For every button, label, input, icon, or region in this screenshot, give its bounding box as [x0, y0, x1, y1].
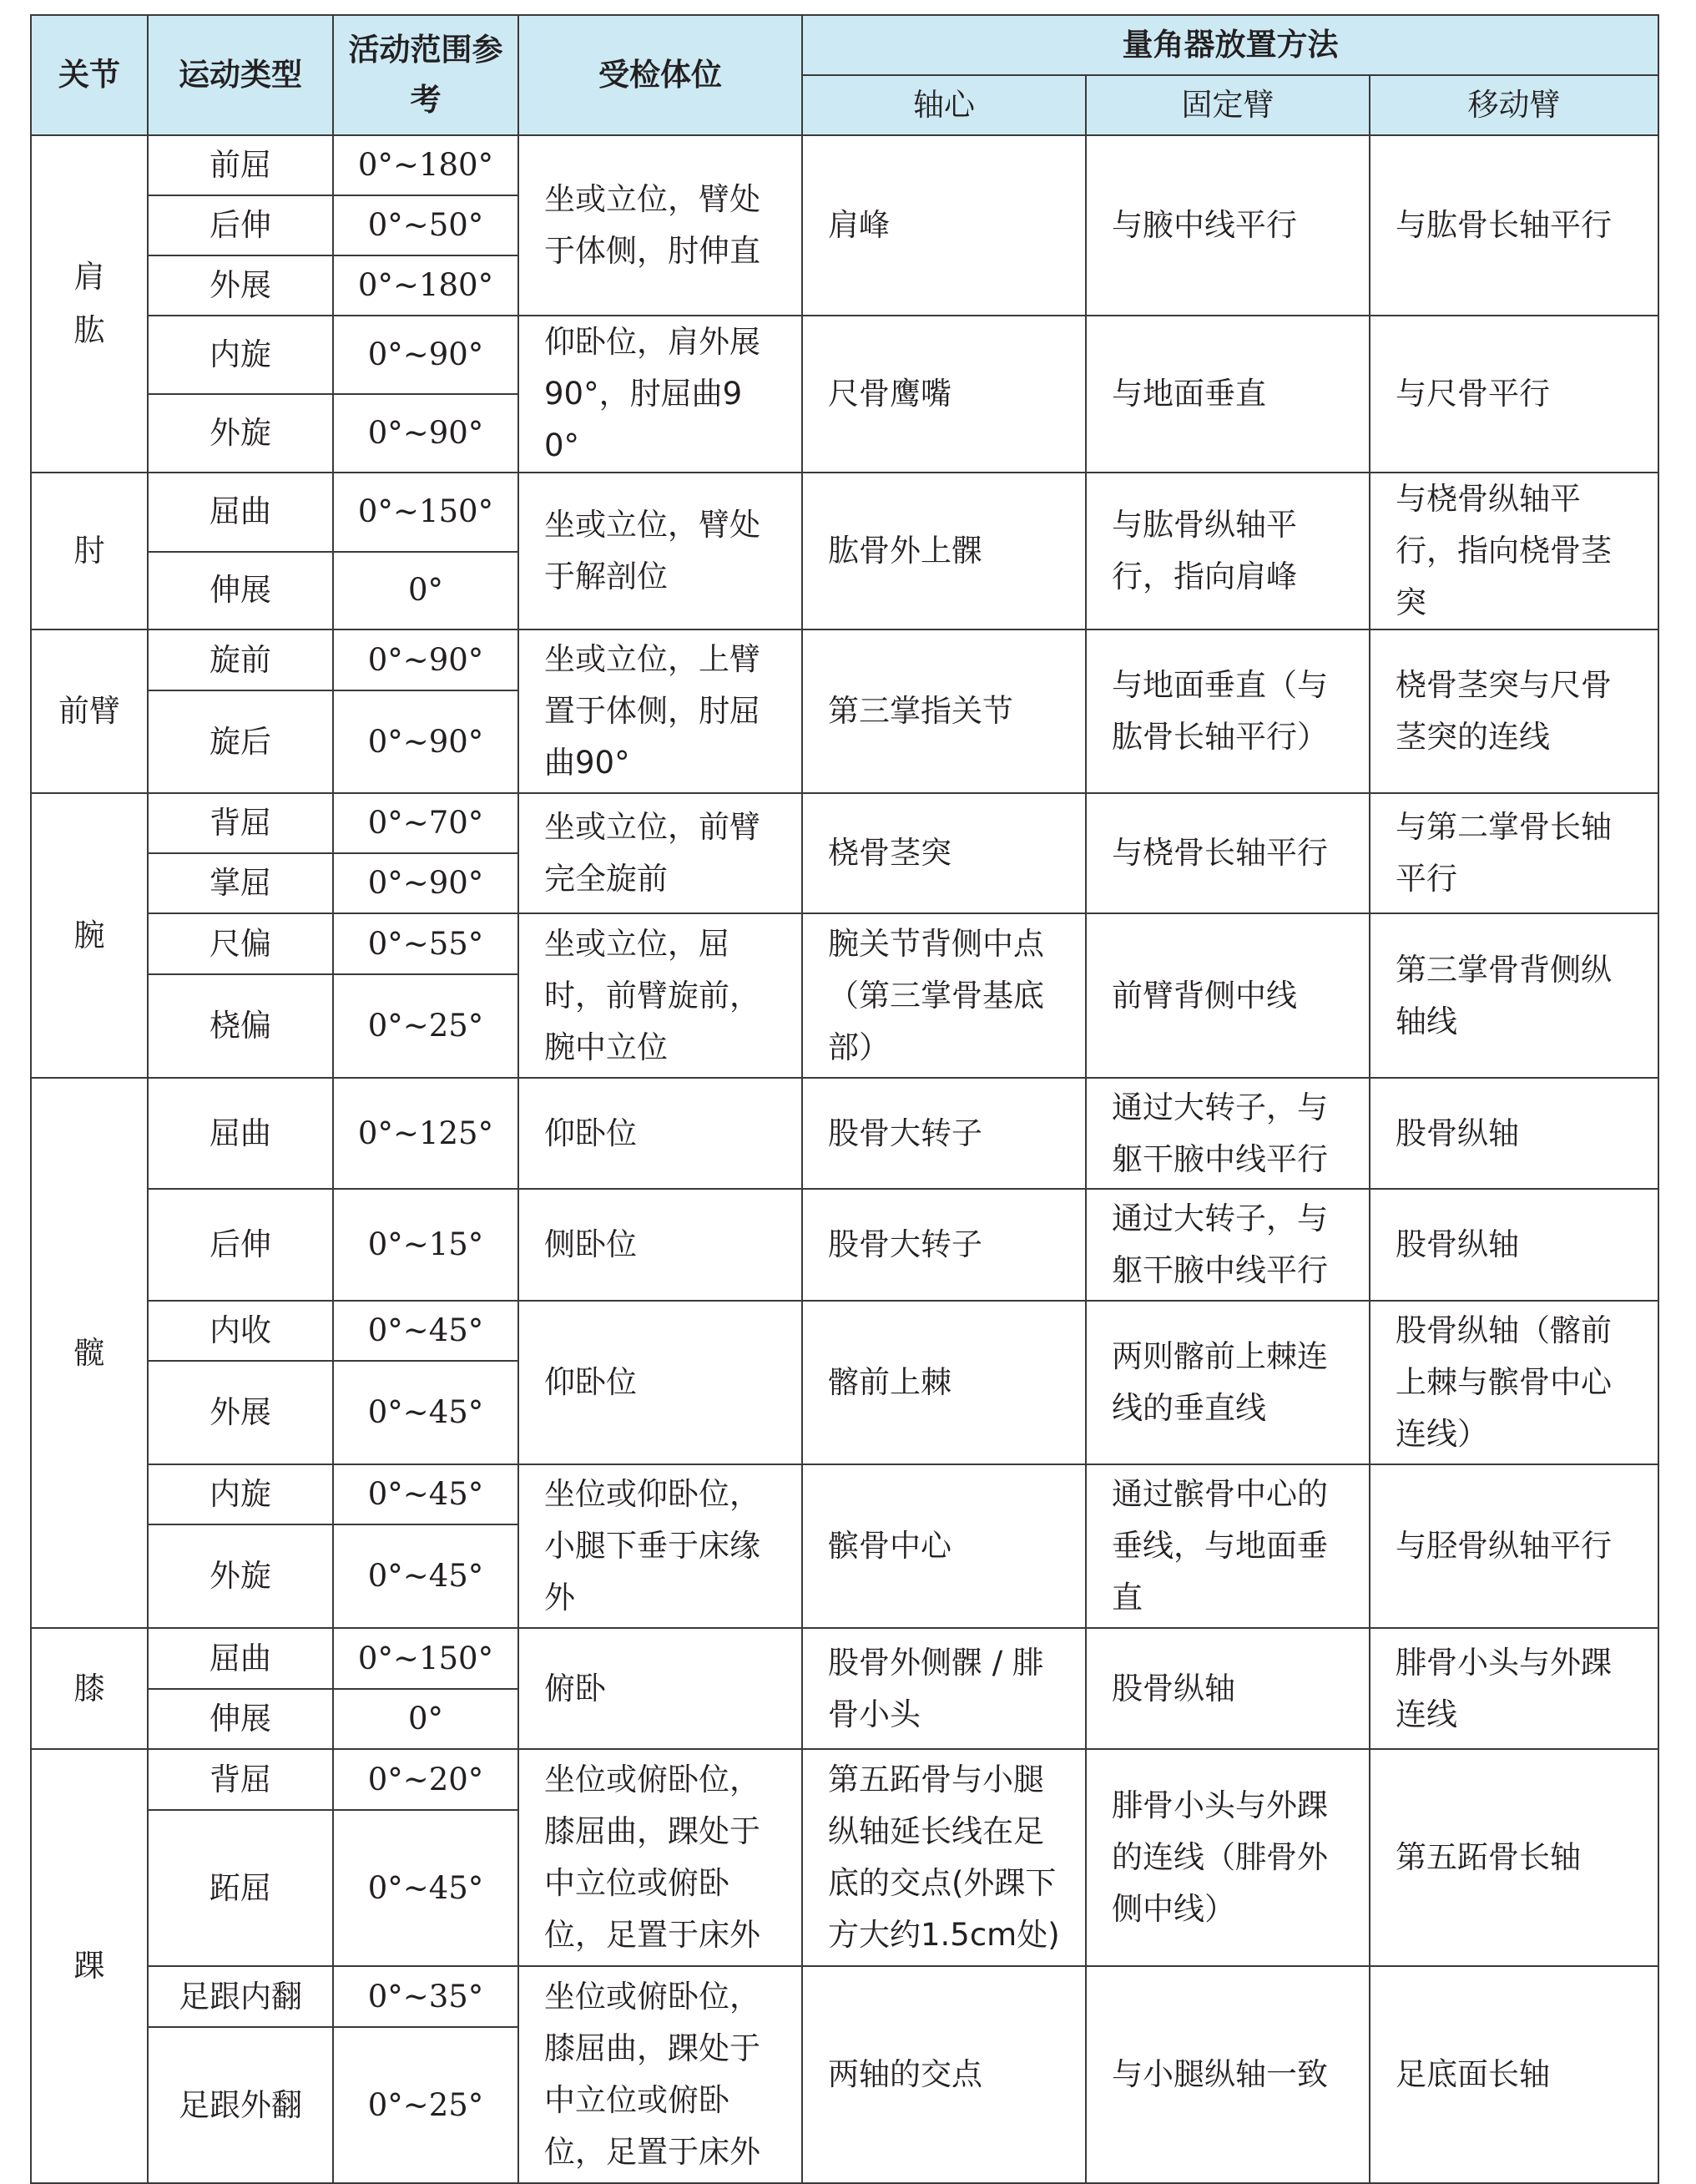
- moving-arm-cell: 股骨纵轴: [1370, 1189, 1658, 1301]
- position-cell: 仰卧位，肩外展90°，肘屈曲90°: [518, 316, 802, 473]
- fixed-arm-cell: 前臂背侧中线: [1086, 913, 1370, 1078]
- range-cell: 0°: [333, 552, 518, 629]
- motion-type-cell: 内收: [148, 1301, 333, 1361]
- fixed-arm-cell: 与桡骨长轴平行: [1086, 793, 1370, 913]
- moving-arm-cell: 与桡骨纵轴平行，指向桡骨茎突: [1370, 473, 1658, 629]
- motion-type-cell: 内旋: [148, 1464, 333, 1524]
- table-row: [31, 629, 1658, 690]
- range-cell: 0°~70°: [333, 793, 518, 853]
- position-cell: 坐或立位，臂处于解剖位: [518, 473, 802, 629]
- moving-arm-cell: 桡骨茎突与尺骨茎突的连线: [1370, 629, 1658, 793]
- moving-arm-cell: 腓骨小头与外踝连线: [1370, 1628, 1658, 1749]
- moving-arm-cell: 股骨纵轴: [1370, 1078, 1658, 1189]
- joint-cell: 踝: [31, 1749, 148, 2183]
- header-fixed-arm: 固定臂: [1086, 75, 1370, 135]
- range-cell: 0°~45°: [333, 1810, 518, 1966]
- moving-arm-cell: 与肱骨长轴平行: [1370, 135, 1658, 316]
- axis-cell: 髂前上棘: [802, 1301, 1086, 1464]
- motion-type-cell: 伸展: [148, 552, 333, 629]
- table-row: [31, 316, 1658, 394]
- table-body: [31, 135, 1658, 2183]
- range-cell: 0°~125°: [333, 1078, 518, 1189]
- table-row: [31, 1966, 1658, 2027]
- fixed-arm-cell: 与地面垂直（与肱骨长轴平行）: [1086, 629, 1370, 793]
- position-cell: 坐或立位，屈时，前臂旋前，腕中立位: [518, 913, 802, 1078]
- motion-type-cell: 旋后: [148, 690, 333, 793]
- range-cell: 0°~90°: [333, 629, 518, 690]
- range-cell: 0°~25°: [333, 2027, 518, 2183]
- axis-cell: 股骨大转子: [802, 1078, 1086, 1189]
- motion-type-cell: 旋前: [148, 629, 333, 690]
- joint-cell: 肩肱: [31, 135, 148, 473]
- moving-arm-cell: 第三掌骨背侧纵轴线: [1370, 913, 1658, 1078]
- motion-type-cell: 足跟内翻: [148, 1966, 333, 2027]
- table-row: [31, 1464, 1658, 1524]
- moving-arm-cell: 股骨纵轴（髂前上棘与髌骨中心连线）: [1370, 1301, 1658, 1464]
- moving-arm-cell: 足底面长轴: [1370, 1966, 1658, 2183]
- table-row: [31, 1749, 1658, 1810]
- range-cell: 0°~25°: [333, 974, 518, 1078]
- motion-type-cell: 屈曲: [148, 1628, 333, 1689]
- position-cell: 坐位或俯卧位，膝屈曲，踝处于中立位或俯卧位，足置于床外: [518, 1749, 802, 1966]
- motion-type-cell: 外展: [148, 255, 333, 316]
- range-cell: 0°~45°: [333, 1301, 518, 1361]
- range-cell: 0°~45°: [333, 1361, 518, 1464]
- axis-cell: 第五跖骨与小腿纵轴延长线在足底的交点(外踝下方大约1.5cm处): [802, 1749, 1086, 1966]
- fixed-arm-cell: 与地面垂直: [1086, 316, 1370, 473]
- range-cell: 0°~180°: [333, 255, 518, 316]
- range-cell: 0°~45°: [333, 1524, 518, 1628]
- range-cell: 0°~35°: [333, 1966, 518, 2027]
- header-axis: 轴心: [802, 75, 1086, 135]
- moving-arm-cell: 与尺骨平行: [1370, 316, 1658, 473]
- axis-cell: 肩峰: [802, 135, 1086, 316]
- axis-cell: 腕关节背侧中点（第三掌骨基底部）: [802, 913, 1086, 1078]
- header-joint: 关节: [31, 15, 148, 135]
- motion-type-cell: 内旋: [148, 316, 333, 394]
- joint-cell: 肘: [31, 473, 148, 629]
- range-cell: 0°~90°: [333, 316, 518, 394]
- motion-type-cell: 后伸: [148, 195, 333, 255]
- joint-cell: 髋: [31, 1078, 148, 1628]
- axis-cell: 股骨大转子: [802, 1189, 1086, 1301]
- axis-cell: 髌骨中心: [802, 1464, 1086, 1628]
- fixed-arm-cell: 通过大转子，与躯干腋中线平行: [1086, 1078, 1370, 1189]
- range-cell: 0°~150°: [333, 1628, 518, 1689]
- motion-type-cell: 足跟外翻: [148, 2027, 333, 2183]
- motion-type-cell: 外展: [148, 1361, 333, 1464]
- axis-cell: 股骨外侧髁 / 腓骨小头: [802, 1628, 1086, 1749]
- position-cell: 坐或立位，上臂置于体侧，肘屈曲90°: [518, 629, 802, 793]
- moving-arm-cell: 第五跖骨长轴: [1370, 1749, 1658, 1966]
- range-cell: 0°~20°: [333, 1749, 518, 1810]
- axis-cell: 第三掌指关节: [802, 629, 1086, 793]
- table-row: [31, 1628, 1658, 1689]
- fixed-arm-cell: 两则髂前上棘连线的垂直线: [1086, 1301, 1370, 1464]
- range-cell: 0°: [333, 1689, 518, 1749]
- position-cell: 坐或立位，臂处于体侧，肘伸直: [518, 135, 802, 316]
- fixed-arm-cell: 与腋中线平行: [1086, 135, 1370, 316]
- axis-cell: 肱骨外上髁: [802, 473, 1086, 629]
- range-cell: 0°~55°: [333, 913, 518, 974]
- motion-type-cell: 桡偏: [148, 974, 333, 1078]
- axis-cell: 桡骨茎突: [802, 793, 1086, 913]
- joint-cell: 前臂: [31, 629, 148, 793]
- position-cell: 坐或立位，前臂完全旋前: [518, 793, 802, 913]
- header-moving-arm: 移动臂: [1370, 75, 1658, 135]
- table-row: [31, 135, 1658, 195]
- position-cell: 坐位或仰卧位，小腿下垂于床缘外: [518, 1464, 802, 1628]
- header-position: 受检体位: [518, 15, 802, 135]
- motion-type-cell: 掌屈: [148, 853, 333, 913]
- motion-type-cell: 后伸: [148, 1189, 333, 1301]
- motion-type-cell: 伸展: [148, 1689, 333, 1749]
- motion-type-cell: 背屈: [148, 793, 333, 853]
- fixed-arm-cell: 与小腿纵轴一致: [1086, 1966, 1370, 2183]
- axis-cell: 尺骨鹰嘴: [802, 316, 1086, 473]
- fixed-arm-cell: 通过髌骨中心的垂线，与地面垂直: [1086, 1464, 1370, 1628]
- axis-cell: 两轴的交点: [802, 1966, 1086, 2183]
- motion-type-cell: 前屈: [148, 135, 333, 195]
- range-cell: 0°~150°: [333, 473, 518, 552]
- motion-type-cell: 跖屈: [148, 1810, 333, 1966]
- motion-type-cell: 背屈: [148, 1749, 333, 1810]
- range-cell: 0°~90°: [333, 690, 518, 793]
- range-cell: 0°~15°: [333, 1189, 518, 1301]
- motion-type-cell: 外旋: [148, 394, 333, 473]
- motion-type-cell: 屈曲: [148, 1078, 333, 1189]
- fixed-arm-cell: 通过大转子，与躯干腋中线平行: [1086, 1189, 1370, 1301]
- motion-type-cell: 屈曲: [148, 473, 333, 552]
- table-row: [31, 913, 1658, 974]
- moving-arm-cell: 与胫骨纵轴平行: [1370, 1464, 1658, 1628]
- table-row: [31, 1189, 1658, 1301]
- range-cell: 0°~50°: [333, 195, 518, 255]
- range-cell: 0°~45°: [333, 1464, 518, 1524]
- moving-arm-cell: 与第二掌骨长轴平行: [1370, 793, 1658, 913]
- header-range: 活动范围参考: [333, 15, 518, 135]
- motion-type-cell: 尺偏: [148, 913, 333, 974]
- fixed-arm-cell: 腓骨小头与外踝的连线（腓骨外侧中线）: [1086, 1749, 1370, 1966]
- joint-cell: 腕: [31, 793, 148, 1078]
- range-cell: 0°~180°: [333, 135, 518, 195]
- position-cell: 坐位或俯卧位，膝屈曲，踝处于中立位或俯卧位，足置于床外: [518, 1966, 802, 2183]
- position-cell: 侧卧位: [518, 1189, 802, 1301]
- fixed-arm-cell: 与肱骨纵轴平行，指向肩峰: [1086, 473, 1370, 629]
- table-row: [31, 793, 1658, 853]
- position-cell: 仰卧位: [518, 1301, 802, 1464]
- table-row: [31, 1301, 1658, 1361]
- header-motion-type: 运动类型: [148, 15, 333, 135]
- joint-cell: 膝: [31, 1628, 148, 1749]
- range-cell: 0°~90°: [333, 394, 518, 473]
- table-row: [31, 473, 1658, 552]
- range-of-motion-table: [30, 14, 1659, 2184]
- header-method: 量角器放置方法: [802, 15, 1658, 75]
- fixed-arm-cell: 股骨纵轴: [1086, 1628, 1370, 1749]
- motion-type-cell: 外旋: [148, 1524, 333, 1628]
- range-cell: 0°~90°: [333, 853, 518, 913]
- position-cell: 俯卧: [518, 1628, 802, 1749]
- position-cell: 仰卧位: [518, 1078, 802, 1189]
- table-row: [31, 1078, 1658, 1189]
